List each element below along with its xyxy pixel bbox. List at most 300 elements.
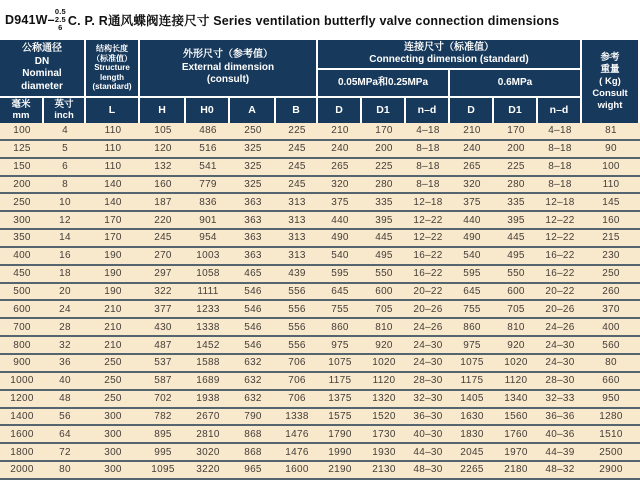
- cell: 706: [288, 375, 306, 387]
- cell: 1600: [285, 464, 309, 476]
- cell: 450: [13, 268, 31, 280]
- cell: 836: [199, 196, 217, 208]
- cell: 190: [104, 268, 122, 280]
- cell: 1175: [460, 375, 484, 387]
- cell: 12–22: [413, 214, 443, 226]
- cell: 487: [154, 339, 172, 351]
- cell: 1020: [372, 357, 396, 369]
- cell: 132: [154, 161, 172, 173]
- cell: 1375: [328, 393, 352, 405]
- cell: 1510: [599, 428, 623, 440]
- cell: 2900: [599, 464, 623, 476]
- cell: 490: [331, 232, 349, 244]
- header-line: 外形尺寸（参考值）: [183, 49, 273, 61]
- cell: 24: [59, 303, 71, 315]
- cell: 210: [331, 125, 349, 137]
- cell: 225: [375, 161, 393, 173]
- cell: 600: [507, 286, 525, 298]
- header-col-D-low: D: [318, 98, 360, 123]
- cell: 810: [507, 321, 525, 333]
- model-code: D941W–: [5, 13, 55, 27]
- cell: 40: [59, 375, 71, 387]
- cell: 80: [59, 464, 71, 476]
- cell: 954: [199, 232, 217, 244]
- cell: 280: [375, 178, 393, 190]
- cell: 516: [199, 143, 217, 155]
- cell: 1338: [285, 410, 309, 422]
- cell: 950: [602, 393, 620, 405]
- cell: 439: [288, 268, 306, 280]
- cell: 4: [62, 125, 68, 137]
- cell: 2810: [196, 428, 220, 440]
- cell: 48: [59, 393, 71, 405]
- cell: 1938: [196, 393, 220, 405]
- cell: 706: [288, 393, 306, 405]
- cell: 110: [104, 125, 122, 137]
- cell: 495: [507, 250, 525, 262]
- cell: 110: [104, 161, 122, 173]
- cell: 645: [331, 286, 349, 298]
- cell: 1280: [599, 410, 623, 422]
- header-line: (consult): [206, 74, 250, 86]
- cell: 546: [244, 303, 262, 315]
- cell: 370: [602, 303, 620, 315]
- cell: 250: [104, 375, 122, 387]
- header-col-nd-high: n–d: [538, 98, 580, 123]
- cell: 702: [154, 393, 172, 405]
- cell: 546: [244, 286, 262, 298]
- cell: 8–18: [548, 178, 572, 190]
- cell: 445: [375, 232, 393, 244]
- cell: 706: [288, 357, 306, 369]
- cell: 440: [331, 214, 349, 226]
- cell: 36: [59, 357, 71, 369]
- cell: 20–26: [545, 303, 575, 315]
- cell: 16–22: [413, 268, 443, 280]
- cell: 1075: [460, 357, 484, 369]
- cell: 187: [154, 196, 172, 208]
- cell: 495: [375, 250, 393, 262]
- cell: 1730: [372, 428, 396, 440]
- cell: 440: [463, 214, 481, 226]
- header-line: 0.6MPa: [497, 76, 533, 88]
- cell: 300: [104, 446, 122, 458]
- cell: 377: [154, 303, 172, 315]
- header-col-H: H: [140, 98, 184, 123]
- cell: 28–30: [413, 375, 443, 387]
- cell: 1588: [196, 357, 220, 369]
- cell: 300: [13, 214, 31, 226]
- cell: 920: [375, 339, 393, 351]
- cell: 12–18: [413, 196, 443, 208]
- cell: 1003: [196, 250, 220, 262]
- cell: 240: [331, 143, 349, 155]
- cell: 105: [154, 125, 172, 137]
- cell: 4–18: [548, 125, 572, 137]
- cell: 1476: [285, 428, 309, 440]
- cell: 28: [59, 321, 71, 333]
- cell: 546: [244, 339, 262, 351]
- header-external-dimension: [140, 40, 316, 96]
- cell: 1095: [151, 464, 175, 476]
- header-col-D1-low: D1: [362, 98, 404, 123]
- cell: 755: [331, 303, 349, 315]
- header-line: mm: [12, 109, 30, 121]
- cell: 540: [331, 250, 349, 262]
- cell: 110: [104, 143, 122, 155]
- header-line: Consult: [592, 87, 628, 99]
- cell: 1970: [504, 446, 528, 458]
- cell: 225: [507, 161, 525, 173]
- table-row: [0, 177, 640, 195]
- cell: 56: [59, 410, 71, 422]
- table-row: [0, 426, 640, 444]
- header-line: Connecting dimension (standard): [369, 54, 529, 65]
- cell: 965: [244, 464, 262, 476]
- cell: 1520: [372, 410, 396, 422]
- cell: 400: [13, 250, 31, 262]
- header-connecting-dimension: [318, 40, 580, 68]
- cell: 36–36: [545, 410, 575, 422]
- cell: 660: [602, 375, 620, 387]
- cell: 14: [59, 232, 71, 244]
- header-col-mm: [0, 98, 42, 123]
- header-line: 参考: [600, 51, 620, 63]
- cell: 8–18: [416, 161, 440, 173]
- header-pressure-low: [318, 70, 448, 96]
- cell: 1790: [328, 428, 352, 440]
- cell: 486: [199, 125, 217, 137]
- cell: 260: [602, 286, 620, 298]
- cell: 245: [288, 178, 306, 190]
- header-col-D1-high: D1: [494, 98, 536, 123]
- cell: 265: [331, 161, 349, 173]
- cell: 975: [463, 339, 481, 351]
- cell: 210: [104, 303, 122, 315]
- title-text: C. P. R通风蝶阀连接尺寸 Series ventilation butterfly valve connection dimensions: [67, 14, 560, 28]
- cell: 1075: [328, 357, 352, 369]
- cell: 375: [331, 196, 349, 208]
- cell: 2500: [599, 446, 623, 458]
- cell: 556: [288, 303, 306, 315]
- table-row: [0, 391, 640, 409]
- header-line: length: [100, 72, 124, 82]
- cell: 363: [244, 232, 262, 244]
- cell: 32–30: [413, 393, 443, 405]
- cell: 868: [244, 446, 262, 458]
- cell: 16–22: [545, 250, 575, 262]
- cell: 335: [507, 196, 525, 208]
- cell: 700: [13, 321, 31, 333]
- cell: 12: [59, 214, 71, 226]
- cell: 1320: [372, 393, 396, 405]
- cell: 1120: [504, 375, 528, 387]
- cell: 20–22: [413, 286, 443, 298]
- cell: 705: [375, 303, 393, 315]
- cell: 230: [602, 250, 620, 262]
- cell: 1405: [460, 393, 484, 405]
- header-pressure-high: [450, 70, 580, 96]
- cell: 24–30: [413, 339, 443, 351]
- cell: 250: [602, 268, 620, 280]
- header-line: Structure: [94, 63, 130, 73]
- cell: 16–22: [545, 268, 575, 280]
- table-row: [0, 355, 640, 373]
- cell: 790: [244, 410, 262, 422]
- header-col-A: A: [230, 98, 274, 123]
- cell: 44–39: [545, 446, 575, 458]
- header-line: DN: [34, 55, 50, 67]
- cell: 810: [375, 321, 393, 333]
- pressure-rating-line: 6: [58, 23, 63, 32]
- cell: 395: [375, 214, 393, 226]
- cell: 645: [463, 286, 481, 298]
- cell: 363: [244, 250, 262, 262]
- cell: 24–26: [413, 321, 443, 333]
- cell: 36–30: [413, 410, 443, 422]
- cell: 1689: [196, 375, 220, 387]
- cell: 170: [507, 125, 525, 137]
- cell: 64: [59, 428, 71, 440]
- cell: 1476: [285, 446, 309, 458]
- cell: 250: [13, 196, 31, 208]
- header-col-inch: [44, 98, 84, 123]
- cell: 500: [13, 286, 31, 298]
- cell: 540: [463, 250, 481, 262]
- table-row: [0, 159, 640, 177]
- table-row: [0, 123, 640, 141]
- cell: 325: [244, 143, 262, 155]
- cell: 1400: [10, 410, 34, 422]
- cell: 1020: [504, 357, 528, 369]
- header-col-H0: H0: [186, 98, 228, 123]
- pressure-rating-line: 0.5: [54, 7, 66, 16]
- cell: 100: [602, 161, 620, 173]
- cell: 395: [507, 214, 525, 226]
- cell: 8–18: [416, 178, 440, 190]
- cell: 215: [602, 232, 620, 244]
- cell: 779: [199, 178, 217, 190]
- cell: 445: [507, 232, 525, 244]
- cell: 600: [375, 286, 393, 298]
- header-line: 毫米: [11, 99, 31, 110]
- cell: 2180: [504, 464, 528, 476]
- pressure-rating-line: 2.5: [54, 15, 66, 24]
- cell: 32: [59, 339, 71, 351]
- cell: 2000: [10, 464, 34, 476]
- cell: 150: [13, 161, 31, 173]
- cell: 782: [154, 410, 172, 422]
- cell: 1575: [328, 410, 352, 422]
- cell: 868: [244, 428, 262, 440]
- cell: 1340: [504, 393, 528, 405]
- cell: 363: [244, 196, 262, 208]
- header-line: 0.05MPa和0.25MPa: [337, 76, 429, 88]
- header-line: 公称通径: [22, 43, 62, 54]
- cell: 313: [288, 250, 306, 262]
- cell: 210: [463, 125, 481, 137]
- cell: 210: [104, 321, 122, 333]
- cell: 250: [244, 125, 262, 137]
- cell: 240: [463, 143, 481, 155]
- cell: 245: [288, 143, 306, 155]
- cell: 632: [244, 375, 262, 387]
- header-line: Nominal: [22, 68, 62, 79]
- cell: 2045: [460, 446, 484, 458]
- cell: 6: [62, 161, 68, 173]
- cell: 28–30: [545, 375, 575, 387]
- cell: 12–22: [413, 232, 443, 244]
- cell: 556: [288, 321, 306, 333]
- cell: 1452: [196, 339, 220, 351]
- cell: 8–18: [548, 161, 572, 173]
- cell: 8–18: [548, 143, 572, 155]
- header-line: (standard): [92, 82, 132, 92]
- header-line: 结构长度: [96, 44, 128, 54]
- cell: 140: [104, 196, 122, 208]
- header-col-B: B: [276, 98, 316, 123]
- table-row: [0, 409, 640, 427]
- header-col-nd-low: n–d: [406, 98, 448, 123]
- cell: 300: [104, 428, 122, 440]
- cell: 375: [463, 196, 481, 208]
- cell: 1200: [10, 393, 34, 405]
- cell: 313: [288, 232, 306, 244]
- cell: 320: [463, 178, 481, 190]
- cell: 541: [199, 161, 217, 173]
- cell: 860: [463, 321, 481, 333]
- cell: 100: [13, 125, 31, 137]
- cell: 24–26: [545, 321, 575, 333]
- cell: 901: [199, 214, 217, 226]
- cell: 265: [463, 161, 481, 173]
- cell: 465: [244, 268, 262, 280]
- cell: 550: [375, 268, 393, 280]
- cell: 125: [13, 143, 31, 155]
- cell: 250: [104, 357, 122, 369]
- table-body: [0, 123, 640, 480]
- cell: 1175: [328, 375, 352, 387]
- header-line: wight: [597, 99, 623, 111]
- cell: 210: [104, 339, 122, 351]
- cell: 705: [507, 303, 525, 315]
- cell: 1338: [196, 321, 220, 333]
- cell: 490: [463, 232, 481, 244]
- cell: 48–32: [545, 464, 575, 476]
- cell: 1000: [10, 375, 34, 387]
- cell: 81: [605, 125, 617, 137]
- cell: 40–36: [545, 428, 575, 440]
- cell: 12–22: [545, 214, 575, 226]
- table-row: [0, 301, 640, 319]
- cell: 297: [154, 268, 172, 280]
- cell: 24–30: [545, 357, 575, 369]
- table-row: [0, 230, 640, 248]
- cell: 632: [244, 357, 262, 369]
- table-row: [0, 212, 640, 230]
- header-line: ( Kg): [599, 75, 621, 87]
- cell: 90: [605, 143, 617, 155]
- cell: 920: [507, 339, 525, 351]
- table-row: [0, 248, 640, 266]
- cell: 250: [104, 393, 122, 405]
- cell: 325: [244, 178, 262, 190]
- cell: 4–18: [416, 125, 440, 137]
- cell: 40–30: [413, 428, 443, 440]
- cell: 1630: [460, 410, 484, 422]
- cell: 595: [331, 268, 349, 280]
- cell: 245: [154, 232, 172, 244]
- cell: 72: [59, 446, 71, 458]
- cell: 80: [605, 357, 617, 369]
- cell: 313: [288, 214, 306, 226]
- cell: 537: [154, 357, 172, 369]
- cell: 270: [154, 250, 172, 262]
- cell: 2265: [460, 464, 484, 476]
- header-line: External dimension: [181, 61, 275, 73]
- cell: 325: [244, 161, 262, 173]
- table-row: [0, 266, 640, 284]
- header-col-D-high: D: [450, 98, 492, 123]
- cell: 5: [62, 143, 68, 155]
- cell: 1830: [460, 428, 484, 440]
- table-row: [0, 444, 640, 462]
- header-line: （标准值）: [92, 53, 132, 63]
- cell: 975: [331, 339, 349, 351]
- header-structure-length: [86, 40, 138, 96]
- cell: 595: [463, 268, 481, 280]
- cell: 313: [288, 196, 306, 208]
- cell: 1600: [10, 428, 34, 440]
- table-row: [0, 141, 640, 159]
- cell: 160: [154, 178, 172, 190]
- cell: 8: [62, 178, 68, 190]
- header-consult-weight: [582, 40, 638, 123]
- cell: 860: [331, 321, 349, 333]
- cell: 24–30: [545, 339, 575, 351]
- cell: 322: [154, 286, 172, 298]
- cell: 600: [13, 303, 31, 315]
- cell: 1760: [504, 428, 528, 440]
- table-row: [0, 337, 640, 355]
- cell: 2670: [196, 410, 220, 422]
- cell: 10: [59, 196, 71, 208]
- cell: 20: [59, 286, 71, 298]
- cell: 587: [154, 375, 172, 387]
- cell: 190: [104, 286, 122, 298]
- cell: 1930: [372, 446, 396, 458]
- cell: 140: [104, 178, 122, 190]
- cell: 300: [104, 410, 122, 422]
- cell: 170: [375, 125, 393, 137]
- table-row: [0, 462, 640, 480]
- cell: 120: [154, 143, 172, 155]
- cell: 363: [244, 214, 262, 226]
- cell: 160: [602, 214, 620, 226]
- cell: 335: [375, 196, 393, 208]
- cell: 320: [331, 178, 349, 190]
- cell: 170: [104, 232, 122, 244]
- cell: 1233: [196, 303, 220, 315]
- table-header: [0, 40, 640, 123]
- cell: 560: [602, 339, 620, 351]
- cell: 400: [602, 321, 620, 333]
- cell: 800: [13, 339, 31, 351]
- table-row: [0, 319, 640, 337]
- cell: 20–26: [413, 303, 443, 315]
- cell: 110: [602, 178, 620, 190]
- table-row: [0, 284, 640, 302]
